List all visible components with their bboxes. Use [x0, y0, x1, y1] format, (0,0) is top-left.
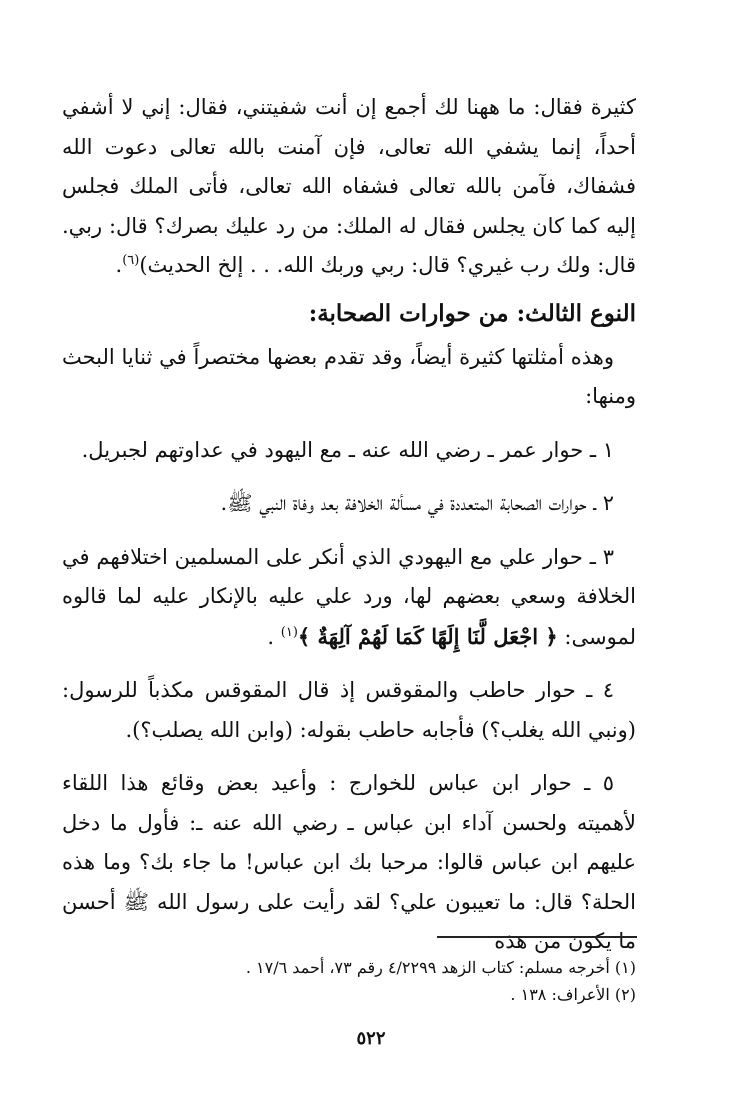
- footnote-divider: [437, 936, 637, 938]
- page-number: ٥٢٢: [356, 1028, 386, 1049]
- footnote: (٢) الأعراف: ١٣٨ .: [510, 985, 636, 1004]
- list-item-text: ٣ ـ حوار علي مع اليهودي الذي أنكر على المسلمين اختلافهم في الخلافة وسعي بعضهم لها، ورد علي عليه بالإنكار عليه لما قالوه لموسى:: [62, 544, 636, 649]
- lead-paragraph: وهذه أمثلتها كثيرة أيضاً، وقد تقدم بعضها مختصراً في ثنايا البحث ومنها:: [62, 344, 636, 408]
- list-item: [62, 538, 636, 658]
- footnotes: [62, 954, 636, 1008]
- page-body: [62, 88, 636, 962]
- intro-end: .: [115, 253, 123, 277]
- list-item: ١ ـ حوار عمر ـ رضي الله عنه ـ مع اليهود في عداوتهم لجبريل.: [81, 437, 614, 462]
- footnote: (١) أخرجه مسلم: كتاب الزهد ٤/٢٢٩٩ رقم ٧٣، أحمد ١٧/٦ .: [245, 958, 636, 977]
- footnote-ref: (٦): [122, 253, 140, 268]
- list-item-end: .: [267, 624, 281, 649]
- list-item: ٤ ـ حوار حاطب والمقوقس إذ قال المقوقس مكذباً للرسول: (ونبي الله يغلب؟) فأجابه حاطب بقوله: (وابن الله يصلب؟).: [62, 678, 636, 742]
- intro-paragraph: [62, 88, 636, 286]
- footnote-ref: (١): [280, 624, 298, 640]
- section-heading: النوع الثالث: من حوارات الصحابة:: [308, 299, 636, 327]
- list-item: ٥ ـ حوار ابن عباس للخوارج : وأعيد بعض وقائع هذا اللقاء لأهميته ولحسن آداء ابن عباس ـ رضي الله عنه ـ: فأول ما دخل عليهم ابن عباس قالوا: مرحبا بك ابن عباس! ما جاء بك؟ وما هذه الحلة؟ قال: ما تعيبون علي؟ لقد رأيت على رسول الله ﷺ أحسن ما يكون من هذه: [62, 771, 636, 953]
- list-item: ٢ ـ حوارات الصحابة المتعددة في مسألة الخلافة بعد وفاة النبي ﷺ.: [220, 491, 614, 515]
- intro-text: كثيرة فقال: ما ههنا لك أجمع إن أنت شفيتني، فقال: إني لا أشفي أحداً، إنما يشفي الله تعالى، فإن آمنت بالله تعالى دعوت الله فشفاك، فآمن بالله تعالى فشفاه الله تعالى، فأتى الملك فجلس إليه كما كان يجلس فقال له الملك: من رد عليك بصرك؟ قال: ربي. قال: ولك رب غيري؟ قال: ربي وربك الله. . . إلخ الحديث): [62, 95, 636, 277]
- quran-verse: ﴿ اجْعَل لَّنَا إِلَهًا كَمَا لَهُمْ آلِهَةٌ ﴾: [297, 623, 558, 649]
